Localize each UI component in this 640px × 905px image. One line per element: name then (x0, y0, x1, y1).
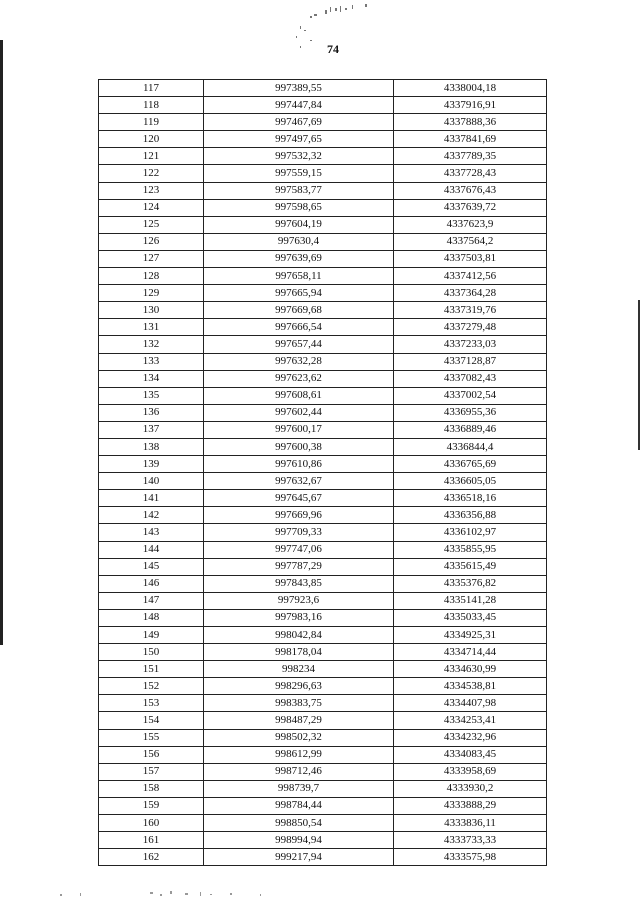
point-number-cell: 136 (99, 404, 204, 421)
x-coordinate-cell: 997598,65 (204, 199, 394, 216)
table-row (99, 627, 547, 644)
point-number-cell: 119 (99, 114, 204, 131)
y-coordinate-cell: 4333836,11 (394, 815, 547, 832)
point-number-cell: 120 (99, 131, 204, 148)
x-coordinate-cell: 997923,6 (204, 592, 394, 609)
point-number-cell: 127 (99, 250, 204, 267)
y-coordinate-cell: 4333930,2 (394, 780, 547, 797)
point-number-cell: 162 (99, 849, 204, 866)
x-coordinate-cell: 997843,85 (204, 575, 394, 592)
y-coordinate-cell: 4336605,05 (394, 473, 547, 490)
table-row (99, 815, 547, 832)
x-coordinate-cell: 997787,29 (204, 558, 394, 575)
x-coordinate-cell: 998296,63 (204, 678, 394, 695)
y-coordinate-cell: 4337082,43 (394, 370, 547, 387)
table-row (99, 712, 547, 729)
point-number-cell: 149 (99, 627, 204, 644)
scan-noise-bottom (60, 888, 320, 902)
table-row (99, 609, 547, 626)
point-number-cell: 151 (99, 661, 204, 678)
x-coordinate-cell: 997583,77 (204, 182, 394, 199)
x-coordinate-cell: 997559,15 (204, 165, 394, 182)
table-row (99, 250, 547, 267)
x-coordinate-cell: 998487,29 (204, 712, 394, 729)
point-number-cell: 158 (99, 780, 204, 797)
point-number-cell: 150 (99, 644, 204, 661)
x-coordinate-cell: 999217,94 (204, 849, 394, 866)
x-coordinate-cell: 997602,44 (204, 404, 394, 421)
y-coordinate-cell: 4334083,45 (394, 746, 547, 763)
x-coordinate-cell: 998612,99 (204, 746, 394, 763)
point-number-cell: 140 (99, 473, 204, 490)
y-coordinate-cell: 4338004,18 (394, 80, 547, 97)
point-number-cell: 141 (99, 490, 204, 507)
x-coordinate-cell: 998712,46 (204, 763, 394, 780)
x-coordinate-cell: 997600,38 (204, 438, 394, 455)
table-row (99, 336, 547, 353)
point-number-cell: 161 (99, 832, 204, 849)
table-row (99, 216, 547, 233)
table-row (99, 746, 547, 763)
table-row (99, 780, 547, 797)
point-number-cell: 146 (99, 575, 204, 592)
y-coordinate-cell: 4336844,4 (394, 438, 547, 455)
y-coordinate-cell: 4336955,36 (394, 404, 547, 421)
y-coordinate-cell: 4337676,43 (394, 182, 547, 199)
x-coordinate-cell: 997645,67 (204, 490, 394, 507)
table-row (99, 387, 547, 404)
point-number-cell: 144 (99, 541, 204, 558)
point-number-cell: 128 (99, 268, 204, 285)
x-coordinate-cell: 998850,54 (204, 815, 394, 832)
point-number-cell: 129 (99, 285, 204, 302)
point-number-cell: 137 (99, 421, 204, 438)
table-row (99, 763, 547, 780)
table-row (99, 97, 547, 114)
x-coordinate-cell: 998739,7 (204, 780, 394, 797)
point-number-cell: 126 (99, 233, 204, 250)
x-coordinate-cell: 997669,68 (204, 302, 394, 319)
table-row (99, 541, 547, 558)
y-coordinate-cell: 4337233,03 (394, 336, 547, 353)
y-coordinate-cell: 4334925,31 (394, 627, 547, 644)
x-coordinate-cell: 998234 (204, 661, 394, 678)
x-coordinate-cell: 997608,61 (204, 387, 394, 404)
y-coordinate-cell: 4337002,54 (394, 387, 547, 404)
table-row (99, 302, 547, 319)
point-number-cell: 130 (99, 302, 204, 319)
x-coordinate-cell: 997983,16 (204, 609, 394, 626)
x-coordinate-cell: 997657,44 (204, 336, 394, 353)
y-coordinate-cell: 4337916,91 (394, 97, 547, 114)
table-row (99, 490, 547, 507)
point-number-cell: 154 (99, 712, 204, 729)
point-number-cell: 124 (99, 199, 204, 216)
table-row (99, 729, 547, 746)
x-coordinate-cell: 997610,86 (204, 456, 394, 473)
y-coordinate-cell: 4337789,35 (394, 148, 547, 165)
table-row (99, 182, 547, 199)
table-row (99, 575, 547, 592)
y-coordinate-cell: 4334538,81 (394, 678, 547, 695)
y-coordinate-cell: 4333575,98 (394, 849, 547, 866)
point-number-cell: 133 (99, 353, 204, 370)
x-coordinate-cell: 997447,84 (204, 97, 394, 114)
table-row (99, 507, 547, 524)
y-coordinate-cell: 4335376,82 (394, 575, 547, 592)
table-row (99, 473, 547, 490)
y-coordinate-cell: 4335615,49 (394, 558, 547, 575)
y-coordinate-cell: 4334407,98 (394, 695, 547, 712)
x-coordinate-cell: 997532,32 (204, 148, 394, 165)
point-number-cell: 152 (99, 678, 204, 695)
point-number-cell: 156 (99, 746, 204, 763)
x-coordinate-cell: 997632,28 (204, 353, 394, 370)
point-number-cell: 159 (99, 797, 204, 814)
x-coordinate-cell: 997709,33 (204, 524, 394, 541)
x-coordinate-cell: 998042,84 (204, 627, 394, 644)
y-coordinate-cell: 4337623,9 (394, 216, 547, 233)
point-number-cell: 131 (99, 319, 204, 336)
y-coordinate-cell: 4337888,36 (394, 114, 547, 131)
point-number-cell: 118 (99, 97, 204, 114)
point-number-cell: 157 (99, 763, 204, 780)
table-row (99, 370, 547, 387)
x-coordinate-cell: 997630,4 (204, 233, 394, 250)
table-row (99, 524, 547, 541)
y-coordinate-cell: 4334630,99 (394, 661, 547, 678)
point-number-cell: 125 (99, 216, 204, 233)
y-coordinate-cell: 4333958,69 (394, 763, 547, 780)
table-row (99, 421, 547, 438)
table-row (99, 131, 547, 148)
y-coordinate-cell: 4337319,76 (394, 302, 547, 319)
y-coordinate-cell: 4334253,41 (394, 712, 547, 729)
y-coordinate-cell: 4333888,29 (394, 797, 547, 814)
table-row (99, 678, 547, 695)
x-coordinate-cell: 998784,44 (204, 797, 394, 814)
y-coordinate-cell: 4337279,48 (394, 319, 547, 336)
y-coordinate-cell: 4337503,81 (394, 250, 547, 267)
point-number-cell: 147 (99, 592, 204, 609)
point-number-cell: 138 (99, 438, 204, 455)
y-coordinate-cell: 4334232,96 (394, 729, 547, 746)
table-row (99, 558, 547, 575)
table-row (99, 319, 547, 336)
y-coordinate-cell: 4337639,72 (394, 199, 547, 216)
x-coordinate-cell: 998178,04 (204, 644, 394, 661)
table-row (99, 797, 547, 814)
x-coordinate-cell: 997497,65 (204, 131, 394, 148)
x-coordinate-cell: 997467,69 (204, 114, 394, 131)
scan-edge-left (0, 40, 3, 645)
y-coordinate-cell: 4336356,88 (394, 507, 547, 524)
x-coordinate-cell: 997623,62 (204, 370, 394, 387)
table-row (99, 644, 547, 661)
coordinates-table-body (99, 80, 547, 866)
y-coordinate-cell: 4337564,2 (394, 233, 547, 250)
x-coordinate-cell: 997747,06 (204, 541, 394, 558)
y-coordinate-cell: 4336518,16 (394, 490, 547, 507)
point-number-cell: 155 (99, 729, 204, 746)
x-coordinate-cell: 997666,54 (204, 319, 394, 336)
x-coordinate-cell: 997389,55 (204, 80, 394, 97)
point-number-cell: 122 (99, 165, 204, 182)
point-number-cell: 139 (99, 456, 204, 473)
table-row (99, 832, 547, 849)
y-coordinate-cell: 4336889,46 (394, 421, 547, 438)
table-row (99, 199, 547, 216)
table-row (99, 233, 547, 250)
x-coordinate-cell: 997639,69 (204, 250, 394, 267)
y-coordinate-cell: 4335033,45 (394, 609, 547, 626)
table-row (99, 695, 547, 712)
table-row (99, 353, 547, 370)
point-number-cell: 153 (99, 695, 204, 712)
y-coordinate-cell: 4335855,95 (394, 541, 547, 558)
point-number-cell: 142 (99, 507, 204, 524)
page-number: 74 (327, 42, 339, 56)
y-coordinate-cell: 4337728,43 (394, 165, 547, 182)
table-row (99, 438, 547, 455)
table-row (99, 592, 547, 609)
table-row (99, 80, 547, 97)
y-coordinate-cell: 4337364,28 (394, 285, 547, 302)
x-coordinate-cell: 997600,17 (204, 421, 394, 438)
point-number-cell: 160 (99, 815, 204, 832)
table-row (99, 114, 547, 131)
point-number-cell: 143 (99, 524, 204, 541)
y-coordinate-cell: 4337412,56 (394, 268, 547, 285)
x-coordinate-cell: 997665,94 (204, 285, 394, 302)
x-coordinate-cell: 997604,19 (204, 216, 394, 233)
x-coordinate-cell: 997669,96 (204, 507, 394, 524)
x-coordinate-cell: 998502,32 (204, 729, 394, 746)
table-row (99, 268, 547, 285)
x-coordinate-cell: 997658,11 (204, 268, 394, 285)
y-coordinate-cell: 4337128,87 (394, 353, 547, 370)
y-coordinate-cell: 4336765,69 (394, 456, 547, 473)
y-coordinate-cell: 4333733,33 (394, 832, 547, 849)
point-number-cell: 148 (99, 609, 204, 626)
table-row (99, 165, 547, 182)
table-row (99, 404, 547, 421)
table-row (99, 285, 547, 302)
x-coordinate-cell: 998994,94 (204, 832, 394, 849)
table-row (99, 661, 547, 678)
coordinates-table (98, 79, 547, 866)
point-number-cell: 121 (99, 148, 204, 165)
y-coordinate-cell: 4337841,69 (394, 131, 547, 148)
x-coordinate-cell: 997632,67 (204, 473, 394, 490)
y-coordinate-cell: 4336102,97 (394, 524, 547, 541)
x-coordinate-cell: 998383,75 (204, 695, 394, 712)
point-number-cell: 145 (99, 558, 204, 575)
table-row (99, 849, 547, 866)
point-number-cell: 135 (99, 387, 204, 404)
point-number-cell: 117 (99, 80, 204, 97)
table-row (99, 148, 547, 165)
point-number-cell: 123 (99, 182, 204, 199)
table-row (99, 456, 547, 473)
point-number-cell: 132 (99, 336, 204, 353)
y-coordinate-cell: 4334714,44 (394, 644, 547, 661)
y-coordinate-cell: 4335141,28 (394, 592, 547, 609)
point-number-cell: 134 (99, 370, 204, 387)
